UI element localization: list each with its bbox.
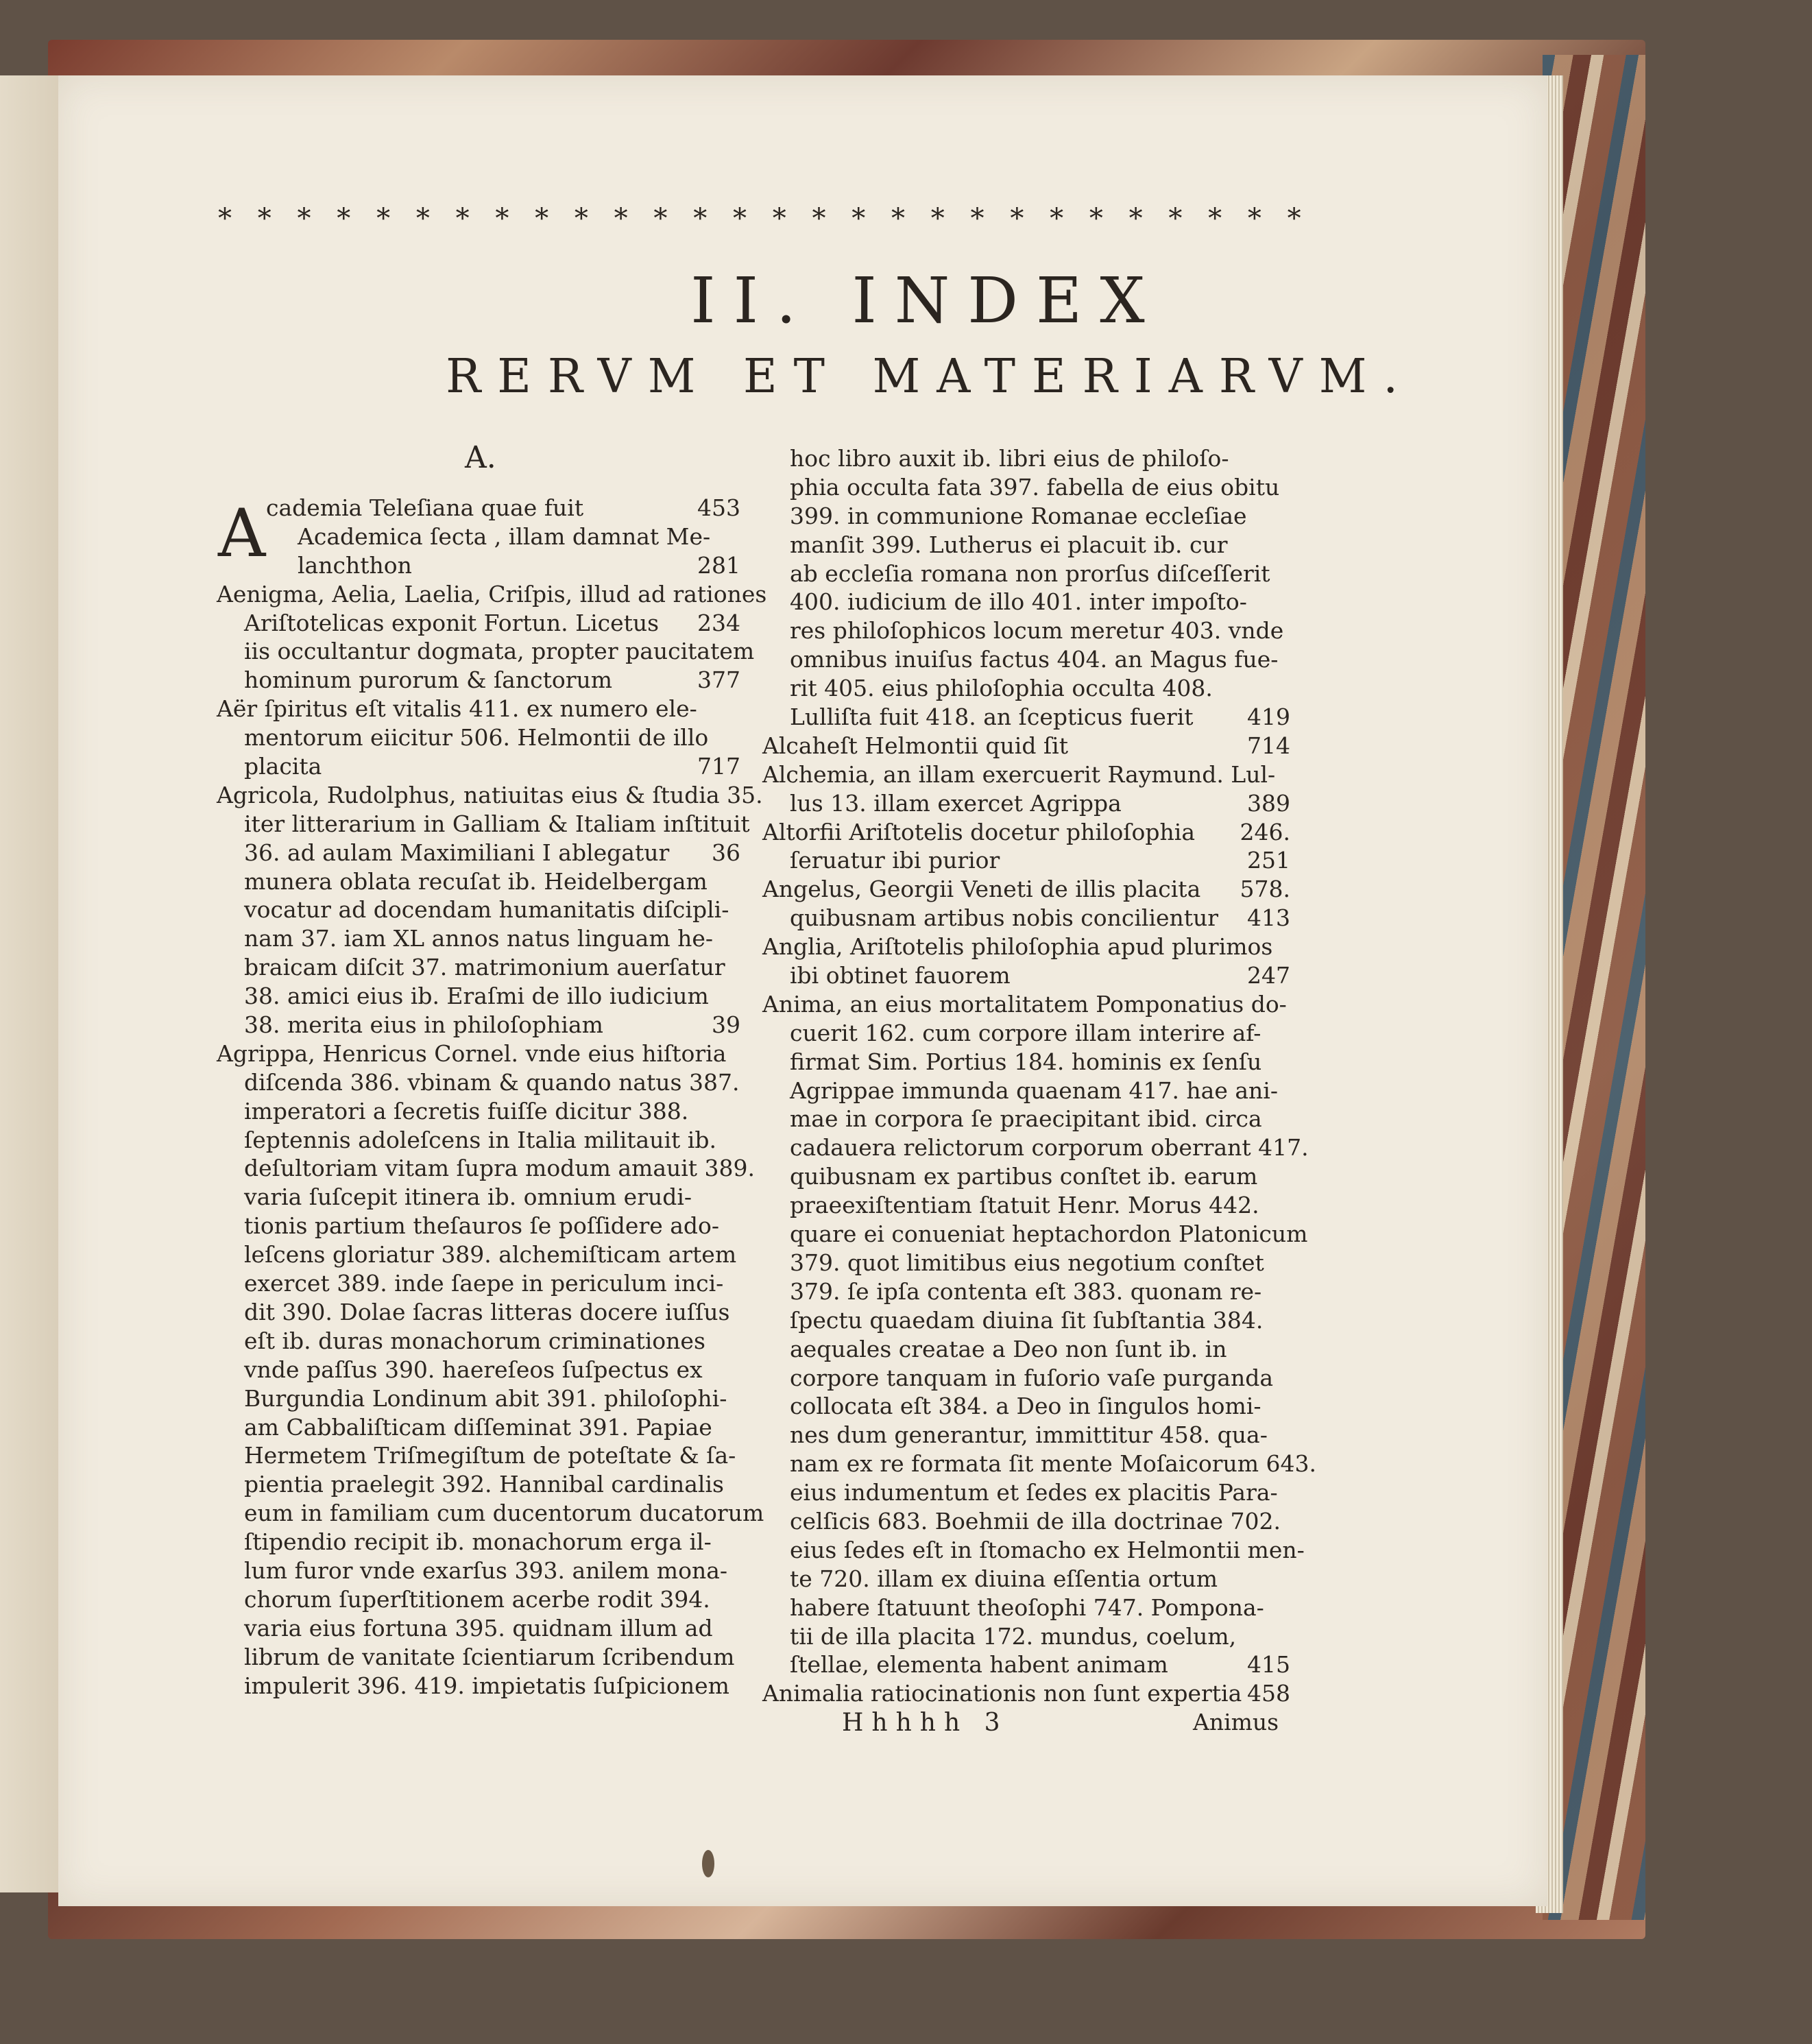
entry-text: Lulliſta fuit 418. an ſcepticus fuerit [790, 704, 1194, 731]
index-entry-line [762, 1277, 1290, 1306]
entry-text: aequales creatae a Deo non ſunt ib. in [790, 1335, 1227, 1362]
index-entry-line [762, 1191, 1290, 1220]
index-entry-line [762, 933, 1290, 961]
index-entry-line [217, 1240, 740, 1269]
ornament-star: * [1208, 203, 1222, 235]
entry-text: varia eius fortuna 395. quidnam illum ad [244, 1614, 713, 1642]
index-entry-line [762, 1249, 1290, 1277]
index-entry-line [762, 1507, 1290, 1536]
entry-text: quibusnam artibus nobis concilientur [790, 904, 1219, 932]
index-entry-line [217, 637, 755, 666]
ornament-star: * [732, 203, 747, 235]
ornament-star: * [930, 203, 945, 235]
index-entry-line [762, 818, 1290, 847]
index-entry-line [762, 703, 1290, 732]
index-entry-line [762, 473, 1290, 502]
entry-text: cadauera relictorum corporum oberrant 417. [790, 1134, 1309, 1162]
entry-text: Agricola, Rudolphus, natiuitas eius & ſtudia 35. [217, 781, 763, 808]
ornament-star: * [970, 203, 984, 235]
ornament-star: * [1128, 203, 1143, 235]
index-entry-line [762, 1392, 1290, 1421]
entry-text: nam 37. iam XL annos natus linguam he- [244, 925, 714, 952]
entry-text: librum de vanitate ſcientiarum ſcribendum [244, 1643, 735, 1670]
index-entry-line [762, 789, 1290, 818]
entry-text: leſcens gloriatur 389. alchemiſticam artem [244, 1241, 737, 1269]
entry-page-number: 578. [1240, 876, 1290, 903]
index-entry-line [762, 444, 1290, 473]
index-entry-line [217, 982, 740, 1011]
entry-text: lum furor vnde exarſus 393. anilem mona- [244, 1556, 728, 1584]
entry-text: Alchemia, an illam exercuerit Raymund. Lul- [762, 760, 1276, 788]
entry-text: celſicis 683. Boehmii de illa doctrinae 702. [790, 1507, 1281, 1535]
index-entry-line [217, 867, 740, 896]
index-entry-line [217, 752, 740, 781]
index-entry-line [762, 1162, 1290, 1191]
entry-text: munera oblata recuſat ib. Heidelbergam [244, 867, 708, 895]
ornament-star: * [1168, 203, 1183, 235]
index-entry-line [217, 723, 740, 752]
entry-text: vnde paſſus 390. haereſeos ſuſpectus ex [244, 1356, 703, 1383]
entry-text: ſtellae, elementa habent animam [790, 1651, 1168, 1679]
index-entry-line [217, 924, 740, 953]
entry-text: iter litterarium in Galliam & Italiam inſtituit [244, 810, 750, 837]
index-entry-line [217, 1672, 740, 1700]
drop-capital: A [218, 495, 266, 572]
ornament-star: * [614, 203, 628, 235]
entry-page-number: 39 [712, 1011, 740, 1039]
index-entry-line [217, 1384, 740, 1413]
entry-text: habere ſtatuunt theoſophi 747. Pompona- [790, 1594, 1264, 1621]
entry-text: 379. quot limitibus eius negotium conſtet [790, 1249, 1264, 1276]
index-entry-line [762, 1421, 1290, 1450]
entry-page-number: 377 [697, 666, 740, 694]
entry-text: Academica ſecta , illam damnat Me- [298, 522, 711, 550]
entry-text: firmat Sim. Portius 184. hominis ex ſenſu [790, 1048, 1262, 1075]
star-ornament-row [218, 203, 1301, 235]
entry-page-number: 246. [1240, 818, 1290, 845]
entry-text: Agrippae immunda quaenam 417. hae ani- [790, 1077, 1278, 1104]
index-entry-line [217, 1556, 740, 1585]
index-entry-line [762, 846, 1290, 875]
entry-text: te 720. illam ex diuina eſſentia ortum [790, 1565, 1218, 1592]
index-entry-line [217, 1212, 740, 1240]
index-entry-line [762, 1536, 1305, 1565]
ornament-star: * [851, 203, 866, 235]
index-entry-line [217, 1011, 740, 1039]
ornament-star: * [574, 203, 588, 235]
index-entry-line [762, 732, 1290, 760]
index-entry-line [217, 1441, 740, 1470]
index-entry-line [217, 666, 740, 695]
index-entry-line [762, 1622, 1290, 1651]
entry-text: ſeptennis adoleſcens in Italia militauit ib. [244, 1126, 716, 1153]
index-entry-line [762, 1450, 1316, 1478]
index-entry-line [762, 1650, 1290, 1679]
entry-text: 399. in communione Romanae eccleſiae [790, 502, 1247, 529]
index-entry-line [762, 588, 1290, 616]
index-entry-line [762, 1133, 1309, 1162]
entry-text: tionis partium theſauros ſe poſſidere ado- [244, 1212, 720, 1240]
index-entry-line [762, 1306, 1290, 1335]
right-index-column [762, 444, 1316, 1708]
entry-text: lus 13. illam exercet Agrippa [790, 789, 1122, 817]
index-entry-line [762, 1478, 1290, 1507]
index-entry-line [217, 1183, 740, 1212]
entry-page-number: 251 [1247, 847, 1290, 874]
entry-text: placita [244, 753, 322, 780]
entry-text: Aenigma, Aelia, Laelia, Criſpis, illud ad rationes [217, 580, 767, 608]
index-entry-line [217, 580, 767, 609]
index-entry-line [217, 895, 740, 924]
entry-text: mentorum eiicitur 506. Helmontii de illo [244, 724, 709, 752]
entry-text: impulerit 396. 419. impietatis ſuſpicionem [244, 1672, 729, 1699]
ornament-star: * [535, 203, 549, 235]
ornament-star: * [297, 203, 311, 235]
entry-text: Ariſtotelicas exponit Fortun. Licetus [244, 609, 660, 636]
entry-text: Alcaheſt Helmontii quid ſit [762, 732, 1068, 759]
entry-text: rit 405. eius philoſophia occulta 408. [790, 675, 1213, 702]
ornament-star: * [495, 203, 509, 235]
index-entry-line [217, 1528, 740, 1556]
index-entry-line [217, 522, 740, 551]
index-entry-line [217, 1068, 740, 1097]
entry-text: dit 390. Dolae ſacras litteras docere iuſſus [244, 1298, 730, 1325]
entry-page-number: 458 [1247, 1680, 1290, 1707]
ornament-star: * [455, 203, 470, 235]
index-entry-line [217, 1470, 740, 1499]
index-entry-line [217, 1327, 740, 1356]
index-entry-line [217, 609, 740, 638]
entry-text: imperatori a ſecretis fuiſſe dicitur 388. [244, 1097, 689, 1125]
index-entry-line [762, 875, 1290, 904]
entry-text: nam ex re formata ſit mente Moſaicorum 643. [790, 1450, 1316, 1478]
index-entry-line [217, 551, 740, 580]
facing-page-edge [0, 75, 65, 1892]
ornament-star: * [1089, 203, 1103, 235]
index-entry-line [217, 1269, 740, 1298]
entry-text: Anima, an eius mortalitatem Pomponatius do- [762, 990, 1287, 1018]
index-entry-line [762, 1220, 1308, 1249]
ornament-star: * [1010, 203, 1024, 235]
index-title: II. INDEX [690, 264, 1163, 337]
index-entry-line [217, 1126, 740, 1155]
entry-text: lanchthon [298, 551, 412, 579]
entry-text: Agrippa, Henricus Cornel. vnde eius hiſtoria [217, 1039, 727, 1067]
ornament-star: * [218, 203, 232, 235]
index-entry-line [762, 904, 1290, 933]
index-entry-line [217, 494, 740, 522]
entry-page-number: 389 [1247, 789, 1290, 817]
ornament-star: * [1050, 203, 1064, 235]
entry-page-number: 415 [1247, 1651, 1290, 1679]
ink-blot [702, 1850, 714, 1877]
index-entry-line [762, 961, 1290, 990]
ornament-star: * [337, 203, 351, 235]
ornament-star: * [891, 203, 906, 235]
ornament-star: * [812, 203, 826, 235]
entry-text: mae in corpora ſe praecipitant ibid. circa [790, 1105, 1262, 1133]
entry-text: eius ſedes eſt in ſtomacho ex Helmontii men- [790, 1536, 1305, 1563]
index-entry-line [217, 1585, 740, 1614]
index-entry-line [762, 1335, 1290, 1364]
index-subtitle: RERVM ET MATERIARVM. [446, 350, 1414, 404]
entry-page-number: 419 [1247, 704, 1290, 731]
index-entry-line [217, 781, 763, 810]
entry-text: 379. ſe ipſa contenta eſt 383. quonam re- [790, 1277, 1262, 1305]
entry-text: Aër ſpiritus eſt vitalis 411. ex numero ele- [217, 695, 697, 723]
entry-text: manſit 399. Lutherus ei placuit ib. cur [790, 531, 1228, 558]
entry-text: iis occultantur dogmata, propter paucitatem [244, 638, 755, 665]
index-entry-line [762, 645, 1290, 674]
entry-text: praeexiſtentiam ſtatuit Henr. Morus 442. [790, 1192, 1259, 1219]
entry-text: cademia Teleſiana quae fuit [266, 494, 584, 521]
entry-text: cuerit 162. cum corpore illam interire af- [790, 1019, 1261, 1046]
index-entry-line [762, 1048, 1290, 1077]
left-index-column [217, 494, 767, 1700]
entry-text: Angelus, Georgii Veneti de illis placita [762, 876, 1201, 903]
entry-page-number: 36 [712, 839, 740, 866]
index-entry-line [762, 1565, 1290, 1594]
entry-text: omnibus inuiſus factus 404. an Magus fue- [790, 646, 1279, 673]
entry-text: 36. ad aulam Maximiliani I ablegatur [244, 839, 670, 866]
index-entry-line [762, 674, 1290, 703]
entry-text: diſcenda 386. vbinam & quando natus 387. [244, 1068, 740, 1096]
entry-text: am Cabbaliſticam diſſeminat 391. Papiae [244, 1413, 712, 1441]
index-entry-line [762, 1679, 1290, 1708]
index-entry-line [762, 502, 1290, 531]
entry-text: ſeruatur ibi purior [790, 847, 1000, 874]
entry-text: vocatur ad docendam humanitatis diſcipli- [244, 896, 729, 924]
index-entry-line [762, 1019, 1290, 1048]
index-entry-line [217, 1413, 740, 1442]
entry-text: ibi obtinet fauorem [790, 962, 1011, 989]
index-entry-line [762, 1077, 1290, 1105]
entry-text: pientia praelegit 392. Hannibal cardinalis [244, 1471, 724, 1498]
ornament-star: * [257, 203, 271, 235]
index-entry-line [217, 1154, 756, 1183]
index-entry-line [762, 990, 1290, 1019]
entry-text: Altorfii Ariſtotelis docetur philoſophia [762, 818, 1195, 845]
ornament-star: * [772, 203, 786, 235]
entry-text: eius indumentum et ſedes ex placitis Para- [790, 1479, 1278, 1506]
index-entry-line [217, 1614, 740, 1643]
entry-text: Animalia ratiocinationis non ſunt expertia [762, 1680, 1242, 1707]
index-entry-line [762, 560, 1290, 588]
entry-text: hoc libro auxit ib. libri eius de philoſo- [790, 445, 1229, 472]
index-entry-line [217, 1643, 740, 1672]
entry-text: Burgundia Londinum abit 391. philoſophi- [244, 1384, 727, 1412]
entry-text: collocata eſt 384. a Deo in ſingulos homi- [790, 1393, 1261, 1420]
entry-text: nes dum generantur, immittitur 458. qua- [790, 1421, 1268, 1449]
entry-text: Hermetem Triſmegiſtum de poteſtate & ſa- [244, 1442, 736, 1469]
entry-text: quibusnam ex partibus conſtet ib. earum [790, 1163, 1258, 1190]
entry-page-number: 717 [697, 753, 740, 780]
entry-text: exercet 389. inde ſaepe in periculum inci- [244, 1270, 724, 1297]
entry-text: quare ei conueniat heptachordon Platonicum [790, 1221, 1308, 1248]
entry-text: eſt ib. duras monachorum criminationes [244, 1327, 705, 1354]
entry-text: hominum purorum & ſanctorum [244, 666, 613, 694]
index-entry-line [217, 1356, 740, 1384]
ornament-star: * [693, 203, 708, 235]
ornament-star: * [376, 203, 391, 235]
index-entry-line [217, 1039, 740, 1068]
entry-text: eum in familiam cum ducentorum ducatorum [244, 1500, 764, 1527]
ornament-star: * [653, 203, 668, 235]
index-entry-line [762, 1105, 1290, 1133]
section-letter: A. [465, 440, 496, 475]
entry-text: 400. iudicium de illo 401. inter impoſto- [790, 588, 1247, 616]
entry-page-number: 413 [1247, 904, 1290, 932]
entry-page-number: 281 [697, 551, 740, 579]
index-entry-line [762, 760, 1290, 789]
entry-page-number: 247 [1247, 962, 1290, 989]
entry-text: phia occulta fata 397. fabella de eius obitu [790, 473, 1280, 501]
signature-mark: Hhhhh 3 [842, 1709, 1008, 1737]
entry-page-number: 714 [1247, 732, 1290, 759]
index-entry-line [762, 531, 1290, 560]
ornament-star: * [1247, 203, 1261, 235]
ornament-star: * [1287, 203, 1301, 235]
entry-page-number: 453 [697, 494, 740, 521]
entry-page-number: 234 [697, 609, 740, 636]
catchword: Animus [1193, 1709, 1279, 1735]
index-entry-line [217, 695, 740, 723]
index-entry-line [217, 953, 740, 982]
index-entry-line [217, 1499, 764, 1528]
entry-text: tii de illa placita 172. mundus, coelum, [790, 1622, 1237, 1650]
entry-text: 38. amici eius ib. Eraſmi de illo iudicium [244, 983, 709, 1010]
entry-text: deſultoriam vitam ſupra modum amauit 389. [244, 1155, 756, 1182]
index-entry-line [762, 1364, 1290, 1393]
entry-text: Anglia, Ariſtotelis philoſophia apud plurimos [762, 933, 1273, 961]
index-entry-line [217, 1097, 740, 1126]
entry-text: res philoſophicos locum meretur 403. vnde [790, 617, 1284, 645]
entry-text: varia ſuſcepit itinera ib. omnium erudi- [244, 1183, 692, 1211]
entry-text: braicam diſcit 37. matrimonium auerſatur [244, 954, 725, 981]
ornament-star: * [415, 203, 430, 235]
entry-text: corpore tanquam in fuſorio vaſe purganda [790, 1364, 1274, 1391]
entry-text: ſtipendio recipit ib. monachorum erga il- [244, 1528, 712, 1556]
index-entry-line [217, 810, 750, 839]
entry-text: ab eccleſia romana non prorſus diſceſſerit [790, 560, 1270, 587]
index-entry-line [217, 1298, 740, 1327]
index-entry-line [762, 1594, 1290, 1622]
entry-text: 38. merita eius in philoſophiam [244, 1011, 603, 1039]
index-entry-line [217, 839, 740, 867]
index-entry-line [762, 616, 1290, 645]
entry-text: ſpectu quaedam diuina ſit ſubſtantia 384. [790, 1306, 1264, 1334]
entry-text: chorum ſuperſtitionem acerbe rodit 394. [244, 1585, 710, 1613]
